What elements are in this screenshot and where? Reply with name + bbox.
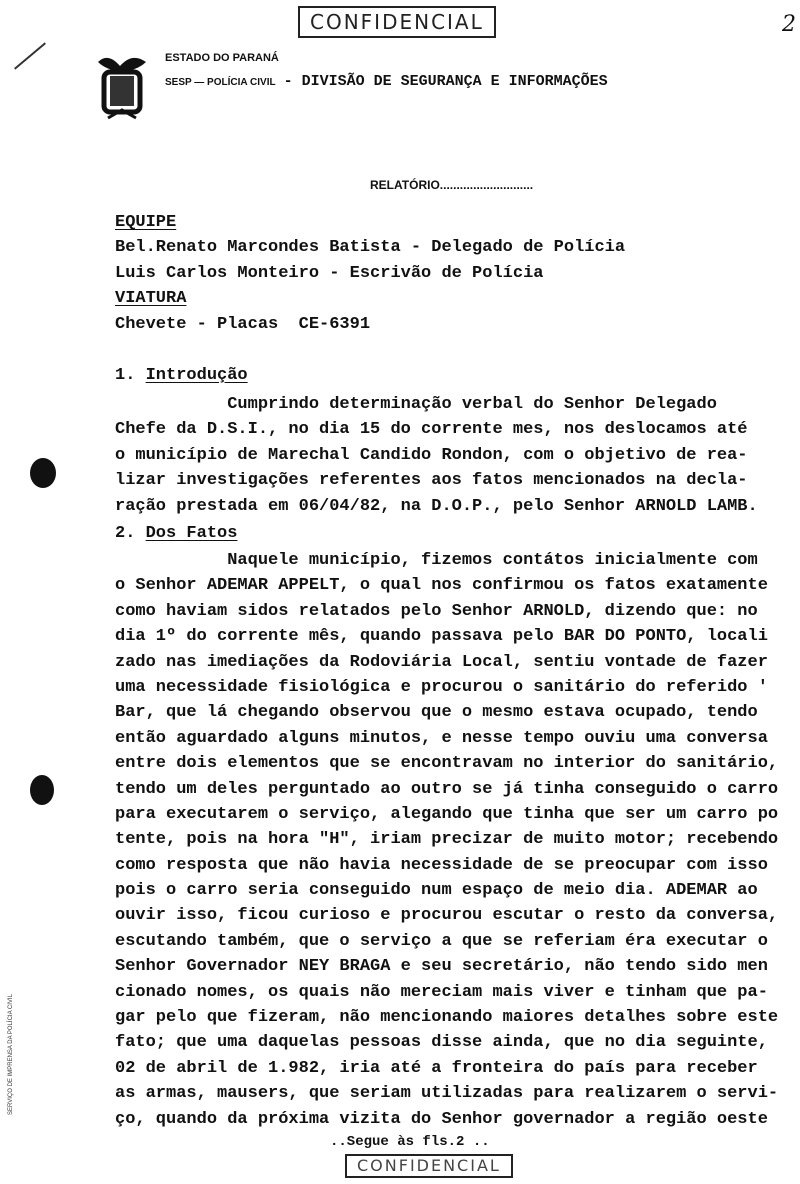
text-line: cionado nomes, os quais não mereciam mais viver e tinham que pa-: [115, 982, 768, 1002]
vehicle-heading: VIATURA: [115, 289, 187, 309]
section-heading: [115, 524, 237, 543]
text-line: como resposta que não havia necessidade de se preocupar com isso: [115, 855, 768, 875]
text-line: uma necessidade fisiológica e procurou o sanitário do referido ': [115, 677, 768, 697]
text-line: fato; que uma daquelas pessoas disse ainda, que no dia seguinte,: [115, 1033, 768, 1053]
text-line: 02 de abril de 1.982, iria até a fronteira do país para receber: [115, 1058, 758, 1078]
text-line: as armas, mausers, que seriam utilizadas para realizarem o servi-: [115, 1084, 779, 1104]
text-line: como haviam sidos relatados pelo Senhor ARNOLD, dizendo que: no: [115, 601, 758, 621]
parana-coat-of-arms-logo: [94, 52, 150, 127]
punch-hole: [30, 458, 56, 488]
pen-mark: [14, 42, 46, 69]
page-number-handwritten: 2: [782, 12, 796, 37]
text-line: então aguardado alguns minutos, e nesse tempo ouviu uma conversa: [115, 728, 768, 748]
text-line: dia 1º do corrente mês, quando passava pelo BAR DO PONTO, locali: [115, 627, 768, 647]
punch-hole: [30, 775, 54, 805]
text-line: escutando também, que o serviço a que se referiam éra executar o: [115, 931, 768, 951]
text-line: Naquele município, fizemos contátos inicialmente com: [115, 551, 758, 570]
side-imprint: SERVIÇO DE IMPRENSA DA POLÍCIA CIVIL: [8, 994, 14, 1115]
confidential-stamp-bottom: CONFIDENCIAL: [345, 1154, 513, 1178]
text-line: para executarem o serviço, alegando que tinha que ser um carro po: [115, 804, 779, 824]
report-label: RELATÓRIO............................: [370, 178, 534, 192]
text-line: pois o carro seria conseguido num espaço de meio dia. ADEMAR ao: [115, 881, 758, 901]
text-line: zado nas imediações da Rodoviária Local, sentiu vontade de fazer: [115, 652, 768, 672]
team-member: Luis Carlos Monteiro - Escrivão de Polícia: [115, 263, 544, 283]
section-body-introducao: [115, 392, 758, 519]
text-line: o Senhor ADEMAR APPELT, o qual nos confirmou os fatos exatamente: [115, 576, 768, 596]
section-heading: [115, 366, 248, 385]
team-member: Bel.Renato Marcondes Batista - Delegado de Polícia: [115, 238, 626, 258]
text-line: Cumprindo determinação verbal do Senhor Delegado: [115, 395, 717, 414]
text-line: entre dois elementos que se encontravam no interior do sanitário,: [115, 754, 779, 774]
section-title: Dos Fatos: [145, 524, 238, 543]
text-line: ração prestada em 06/04/82, na D.O.P., pelo Senhor ARNOLD LAMB.: [115, 496, 758, 516]
section-title: Introdução: [145, 366, 248, 385]
team-heading: EQUIPE: [115, 213, 177, 232]
section-body-fatos: [115, 548, 778, 1132]
agency-line: [165, 72, 608, 90]
text-line: ço, quando da próxima vizita do Senhor governador a região oeste: [115, 1109, 768, 1129]
continuation-note: ..Segue às fls.2 ..: [330, 1134, 490, 1150]
text-line: lizar investigações referentes aos fatos mencionados na decla-: [115, 471, 748, 491]
text-line: Bar, que lá chegando observou que o mesmo estava ocupado, tendo: [115, 703, 758, 723]
text-line: gar pelo que fizeram, não mencionando maiores detalhes sobre este: [115, 1008, 779, 1028]
text-line: Chefe da D.S.I., no dia 15 do corrente mes, nos deslocamos até: [115, 420, 748, 440]
section-number: 1.: [115, 366, 136, 385]
state-name: ESTADO DO PARANÁ: [165, 52, 279, 64]
team-block: [115, 210, 625, 337]
text-line: tendo um deles perguntado ao outro se já tinha conseguido o carro: [115, 779, 779, 799]
text-line: Senhor Governador NEY BRAGA e seu secretário, não tendo sido men: [115, 957, 768, 977]
text-line: ouvir isso, ficou curioso e procurou escutar o resto da conversa,: [115, 906, 779, 926]
agency-name: SESP — POLÍCIA CIVIL: [165, 77, 276, 88]
text-line: o município de Marechal Candido Rondon, com o objetivo de rea-: [115, 445, 748, 465]
division-name: - DIVISÃO DE SEGURANÇA E INFORMAÇÕES: [283, 73, 608, 90]
confidential-stamp-top: CONFIDENCIAL: [298, 6, 496, 38]
vehicle-info: Chevete - Placas CE-6391: [115, 314, 371, 334]
text-line: tente, pois na hora "H", iriam precizar de muito motor; recebendo: [115, 830, 779, 850]
section-number: 2.: [115, 524, 136, 543]
